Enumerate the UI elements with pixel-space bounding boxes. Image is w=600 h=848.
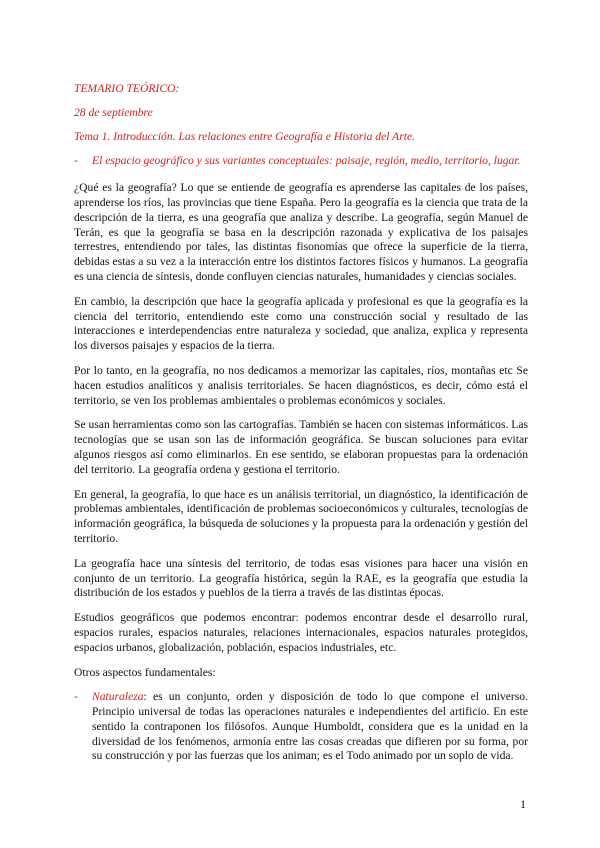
syllabus-title: TEMARIO TEÓRICO: bbox=[74, 82, 180, 95]
lecture-date: 28 de septiembre bbox=[74, 105, 153, 119]
paragraph: Otros aspectos fundamentales: bbox=[74, 665, 216, 679]
aspect-item-naturaleza bbox=[74, 690, 528, 764]
paragraph: ¿Qué es la geografía? Lo que se entiende de geografía es aprenderse las capitales de los países, aprenderse los ríos, las provincias que tiene España. Pero la geografía es la ciencia que trata de la descripción de la tierra, es una geografía que analiza y describe. La geografía, según Manuel de Terán, es que la geografía se basa en la descripción razonada y explicativa de los paisajes terrestres, entendiendo por tales, las distintas fisonomías que ofrece la superficie de la tierra, debidas estas a su vez a la interacción entre los distintos factores físicos y humanos. La geografía es una ciencia de síntesis, donde confluyen ciencias naturales, humanidades y ciencias sociales. bbox=[74, 181, 528, 283]
dash-marker: - bbox=[74, 154, 78, 168]
aspect-definition: : es un conjunto, orden y disposición de todo lo que compone el universo. Principio universal de todas las operaciones naturales e independientes del artificio. En este sentido la contraponen los filósofos. Aunque Humboldt, considera que es la unidad en la diversidad de los fenómenos, armonía entre las cosas creadas que difieren por su forma, por su construcción y por las fuerzas que los animan; es el Todo animado por un soplo de vida. bbox=[92, 690, 528, 763]
paragraph: En general, la geografía, lo que hace es un análisis territorial, un diagnóstico, la identificación de problemas ambientales, identificación de problemas socioeconómicos y culturales, tecnologías de información geográfica, la búsqueda de soluciones y la propuesta para la ordenación y gestión del territorio. bbox=[74, 487, 528, 545]
page-number: 1 bbox=[520, 797, 526, 811]
paragraph: Por lo tanto, en la geografía, no nos dedicamos a memorizar las capitales, ríos, montañas etc Se hacen estudios analíticos y analisis territoriales. Se hacen diagnósticos, es decir, cómo está el territorio, se ven los problemas ambientales o problemas económicos y sociales. bbox=[74, 363, 528, 407]
paragraph: Estudios geográficos que podemos encontrar: podemos encontrar desde el desarrollo rural, espacios rurales, espacios naturales, relaciones internacionales, espacios naturales protegidos, espacios urbanos, globalización, población, espacios industriales, etc. bbox=[74, 611, 528, 654]
page-content bbox=[74, 82, 528, 764]
paragraph: En cambio, la descripción que hace la geografía aplicada y profesional es que la geografía es la ciencia del territorio, entendiendo este como una construcción social y resultado de las interacciones e interdependencias entre naturaleza y sociedad, que analiza, explica y representa los diversos paisajes y espacios de la tierra. bbox=[74, 294, 528, 353]
subtopic-text: El espacio geográfico y sus variantes conceptuales: paisaje, región, medio, territorio, lugar. bbox=[92, 154, 521, 168]
paragraph: La geografía hace una síntesis del territorio, de todas esas visiones para hacer una visión en conjunto de un territorio. La geografía histórica, según la RAE, es la geografía que estudia la distribución de los estados y pueblos de la tierra a través de las distintas épocas. bbox=[74, 556, 528, 600]
dash-marker: - bbox=[74, 690, 78, 704]
aspect-term: Naturaleza bbox=[92, 690, 144, 704]
topic-heading: Tema 1. Introducción. Las relaciones entre Geografía e Historia del Arte. bbox=[74, 129, 416, 143]
paragraph: Se usan herramientas como son las cartografías. También se hacen con sistemas informáticos. Las tecnologías que se usan son las de información geográfica. Se buscan soluciones para evitar algunos riesgos así como eliminarlos. En ese sentido, se elaboran propuestas para la ordenación del territorio. La geografía ordena y gestiona el territorio. bbox=[74, 418, 528, 476]
subtopic-item bbox=[74, 154, 528, 169]
